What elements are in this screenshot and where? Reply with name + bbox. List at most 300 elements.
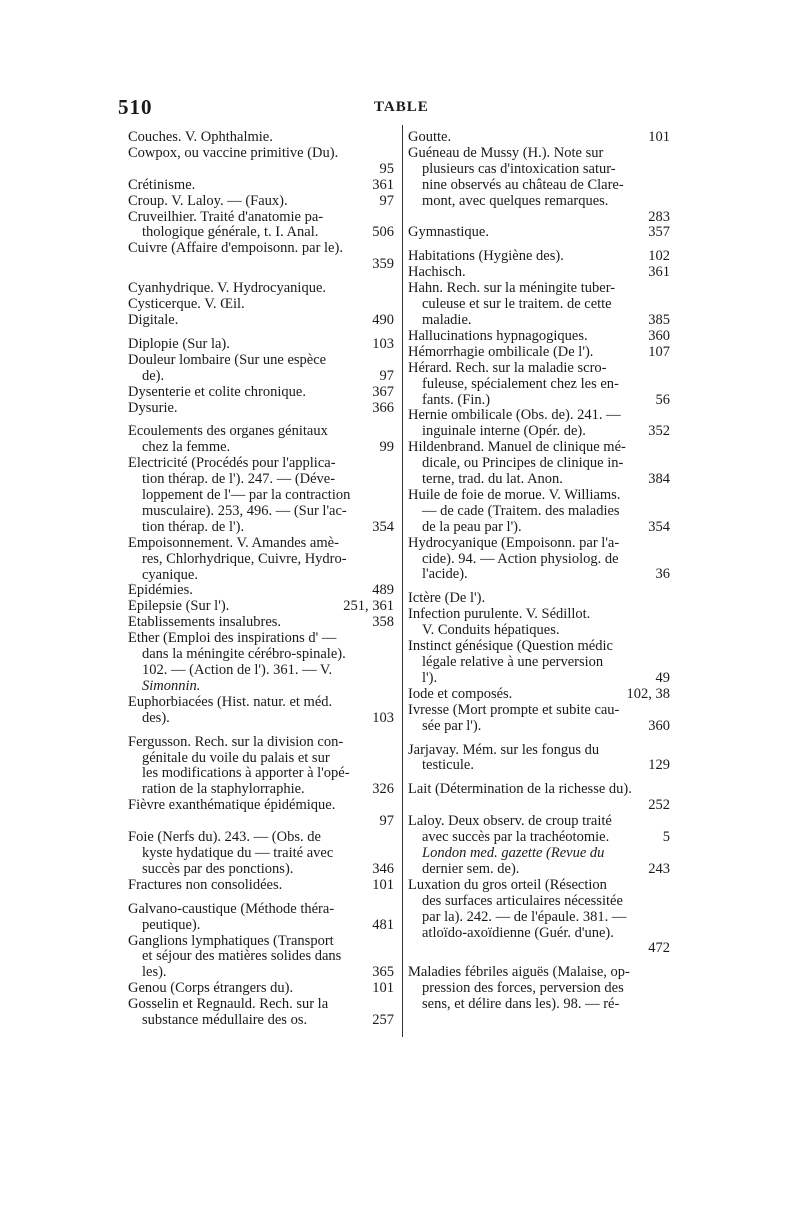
- entry-line: [408, 846, 670, 862]
- index-entry: [408, 591, 670, 607]
- index-entry: [128, 997, 394, 1029]
- entry-text: Douleur lombaire (Sur une espèce: [128, 352, 327, 368]
- entry-text: sée par l').: [422, 718, 482, 734]
- entry-line: [128, 711, 394, 727]
- entry-line: [408, 862, 670, 878]
- entry-line: [128, 297, 394, 313]
- entry-text: Fractures non consolidées.: [128, 877, 283, 893]
- entry-line: [128, 846, 394, 862]
- entry-line: [128, 766, 394, 782]
- entry-text: Éther (Emploi des inspirations d' —: [128, 631, 337, 647]
- entry-line: [128, 631, 394, 647]
- index-entry: [128, 536, 394, 584]
- entry-text: Électricité (Procédés pour l'applica-: [128, 456, 336, 472]
- entry-text: Guéneau de Mussy (H.). Note sur: [408, 145, 604, 161]
- index-entry: [128, 902, 394, 934]
- entry-text: substance médullaire des os.: [142, 1013, 308, 1029]
- index-entry: [128, 798, 394, 830]
- entry-text: Simonnin.: [142, 678, 201, 694]
- page-reference: 101: [648, 130, 670, 145]
- page-reference: 366: [372, 400, 394, 416]
- entry-line: [128, 488, 394, 504]
- entry-line: [128, 735, 394, 751]
- page-reference: 97: [379, 368, 394, 384]
- entry-line: [408, 981, 670, 997]
- entry-line: [128, 663, 394, 679]
- entry-spacer: [408, 774, 670, 782]
- page-reference: 385: [648, 312, 670, 328]
- index-entry: [408, 607, 670, 623]
- entry-line: [408, 687, 670, 703]
- entry-text: des).: [142, 710, 170, 726]
- entry-text: avec succès par la trachéotomie.: [422, 830, 610, 846]
- entry-line: [408, 146, 670, 162]
- entry-line: [128, 520, 394, 536]
- entry-text: Diplopie (Sur la).: [128, 336, 230, 352]
- entry-line: [128, 281, 394, 297]
- entry-line: [128, 830, 394, 846]
- entry-line: [128, 194, 394, 210]
- entry-line: [128, 257, 394, 273]
- index-entry: [408, 743, 670, 775]
- entry-line: [128, 552, 394, 568]
- index-entry: [408, 687, 670, 703]
- index-entry: [128, 631, 394, 695]
- index-entry: [128, 241, 394, 273]
- entry-line: [408, 655, 670, 671]
- entry-line: [408, 782, 670, 798]
- index-entry: [408, 281, 670, 329]
- entry-text: les).: [142, 965, 167, 981]
- column-divider: [402, 125, 403, 1037]
- page-number: 510: [118, 95, 153, 119]
- entry-line: [408, 814, 670, 830]
- entry-line: [128, 369, 394, 385]
- entry-text: Galvano-caustique (Méthode théra-: [128, 901, 335, 917]
- entry-line: [408, 408, 670, 424]
- entry-line: [408, 130, 670, 146]
- entry-text: Huile de foie de morue. V. Williams.: [408, 487, 621, 503]
- page-reference: 56: [655, 392, 670, 408]
- index-entry: [128, 401, 394, 417]
- entry-line: [408, 249, 670, 265]
- entry-text: dans la méningite cérébro-spinale).: [142, 647, 346, 663]
- entry-line: [128, 1013, 394, 1029]
- index-entry: [128, 194, 394, 210]
- entry-text: dernier sem. de).: [422, 861, 520, 877]
- entry-text: atloïdo-axoïdienne (Guér. d'une).: [422, 925, 614, 941]
- entry-text: terne, trad. du lat. Anon.: [422, 472, 563, 488]
- entry-line: [408, 281, 670, 297]
- entry-line: [128, 401, 394, 417]
- entry-line: [408, 440, 670, 456]
- entry-text: Foie (Nerfs du). 243. — (Obs. de: [128, 830, 321, 846]
- entry-line: [128, 997, 394, 1013]
- page-reference: 251, 361: [343, 599, 394, 615]
- entry-line: [408, 941, 670, 957]
- entry-text: Établissements insalubres.: [128, 615, 282, 631]
- index-entry: [128, 146, 394, 178]
- entry-text: légale relative à une perversion: [422, 655, 604, 670]
- entry-line: [128, 424, 394, 440]
- entry-text: de la peau par l').: [422, 519, 522, 535]
- entry-line: [408, 536, 670, 552]
- entry-line: [128, 949, 394, 965]
- entry-text: Goutte.: [408, 130, 452, 145]
- index-entry: [128, 313, 394, 329]
- entry-text: l'acide).: [422, 567, 468, 583]
- entry-text: Ictère (De l').: [408, 591, 486, 607]
- entry-line: [128, 679, 394, 695]
- entry-line: [408, 878, 670, 894]
- index-entry: [128, 337, 394, 353]
- entry-line: [128, 313, 394, 329]
- entry-line: [408, 178, 670, 194]
- entry-line: [408, 504, 670, 520]
- entry-line: [408, 313, 670, 329]
- entry-line: [128, 440, 394, 456]
- page-reference: 102: [648, 249, 670, 265]
- index-entry: [408, 345, 670, 361]
- index-entry: [128, 385, 394, 401]
- entry-spacer: [408, 735, 670, 743]
- entry-text: Écoulements des organes génitaux: [128, 424, 328, 440]
- entry-text: Instinct génésique (Question médic: [408, 639, 613, 655]
- entry-line: [128, 385, 394, 401]
- entry-text: Hildenbrand. Manuel de clinique mé-: [408, 440, 626, 456]
- entry-text: Épidémies.: [128, 583, 193, 599]
- index-entry: [408, 361, 670, 409]
- entry-text: London med. gazette (Revue du: [422, 845, 605, 861]
- index-entry: [408, 130, 670, 146]
- page-reference: 257: [372, 1013, 394, 1029]
- entry-line: [128, 918, 394, 934]
- entry-spacer: [408, 583, 670, 591]
- entry-text: cyanique.: [142, 567, 198, 583]
- index-column-right: [408, 130, 670, 1013]
- entry-line: [128, 210, 394, 226]
- index-entry: [408, 488, 670, 536]
- index-entry: [408, 814, 670, 878]
- page-reference: 506: [372, 225, 394, 241]
- entry-text: Gymnastique.: [408, 225, 489, 241]
- entry-text: V. Conduits hépatiques.: [422, 623, 560, 639]
- index-entry: [128, 830, 394, 878]
- entry-line: [408, 424, 670, 440]
- entry-line: [408, 623, 670, 639]
- page-header: [118, 95, 686, 121]
- entry-text: kyste hydatique du — traité avec: [142, 845, 334, 861]
- entry-line: [408, 472, 670, 488]
- entry-line: [128, 902, 394, 918]
- index-entry: [408, 265, 670, 281]
- entry-text: Gosselin et Regnauld. Rech. sur la: [128, 997, 329, 1013]
- entry-text: Digitale.: [128, 312, 179, 328]
- entry-text: maladie.: [422, 312, 472, 328]
- page-reference: 361: [648, 265, 670, 281]
- entry-text: génitale du voile du palais et sur: [142, 750, 330, 766]
- index-entry: [408, 878, 670, 958]
- entry-line: [408, 520, 670, 536]
- entry-text: Hérard. Rech. sur la maladie scro-: [408, 360, 607, 376]
- page-reference: 49: [655, 670, 670, 686]
- index-entry: [408, 146, 670, 226]
- entry-text: Empoisonnement. V. Amandes amè-: [128, 535, 339, 551]
- entry-line: [408, 758, 670, 774]
- entry-line: [408, 552, 670, 568]
- entry-text: sens, et délire dans les). 98. — ré-: [422, 997, 620, 1013]
- entry-line: [408, 456, 670, 472]
- page-reference: 360: [648, 328, 670, 344]
- entry-line: [408, 361, 670, 377]
- entry-text: Cuivre (Affaire d'empoisonn. par le).: [128, 241, 343, 257]
- entry-line: [408, 997, 670, 1013]
- entry-spacer: [128, 727, 394, 735]
- index-entry: [128, 981, 394, 997]
- entry-text: Épilepsie (Sur l').: [128, 599, 230, 615]
- entry-text: fants. (Fin.): [422, 392, 491, 408]
- entry-text: Genou (Corps étrangers du).: [128, 981, 294, 997]
- entry-text: 359: [372, 257, 394, 273]
- entry-line: [128, 456, 394, 472]
- entry-line: [128, 472, 394, 488]
- page-reference: 361: [372, 177, 394, 193]
- entry-text: Hémorrhagie ombilicale (De l').: [408, 344, 594, 360]
- entry-line: [128, 798, 394, 814]
- entry-text: Fièvre exanthématique épidémique.: [128, 798, 336, 814]
- entry-line: [408, 567, 670, 583]
- entry-text: mont, avec quelques remarques.: [422, 193, 609, 209]
- entry-text: testicule.: [422, 758, 474, 774]
- page-reference: 490: [372, 312, 394, 328]
- entry-text: musculaire). 253, 496. — (Sur l'ac-: [142, 503, 347, 519]
- entry-line: [408, 488, 670, 504]
- page-reference: 354: [372, 519, 394, 535]
- entry-text: tion thérap. de l').: [142, 519, 245, 535]
- index-entry: [408, 703, 670, 735]
- index-entry: [128, 353, 394, 385]
- index-column-left: [128, 130, 394, 1029]
- entry-line: [408, 297, 670, 313]
- entry-line: [128, 965, 394, 981]
- page-reference: 243: [648, 861, 670, 877]
- entry-line: [128, 615, 394, 631]
- entry-text: dicale, ou Principes de clinique in-: [422, 456, 624, 472]
- index-entry: [128, 456, 394, 536]
- entry-line: [408, 910, 670, 926]
- entry-text: — de cade (Traitem. des maladies: [422, 503, 620, 519]
- index-entry: [128, 281, 394, 297]
- index-entry: [408, 408, 670, 440]
- page-reference: 102, 38: [626, 686, 670, 702]
- entry-text: Jarjavay. Mém. sur les fongus du: [408, 742, 600, 758]
- entry-text: Laloy. Deux observ. de croup traité: [408, 814, 612, 830]
- entry-line: [128, 695, 394, 711]
- entry-text: loppement de l'— par la contraction: [142, 488, 351, 504]
- entry-text: ration de la staphylorraphie.: [142, 782, 305, 798]
- index-entry: [408, 225, 670, 241]
- entry-text: Crétinisme.: [128, 177, 196, 193]
- entry-text: Euphorbiacées (Hist. natur. et méd.: [128, 694, 333, 710]
- entry-text: Luxation du gros orteil (Résection: [408, 877, 607, 893]
- entry-line: [408, 210, 670, 226]
- entry-line: [408, 225, 670, 241]
- index-entry: [128, 695, 394, 727]
- index-entry: [128, 178, 394, 194]
- entry-line: [128, 504, 394, 520]
- entry-text: pression des forces, perversion des: [422, 981, 624, 997]
- page-reference: 101: [372, 877, 394, 893]
- entry-line: [128, 241, 394, 257]
- entry-line: [408, 265, 670, 281]
- entry-line: [408, 377, 670, 393]
- entry-line: [408, 607, 670, 623]
- entry-line: [128, 599, 394, 615]
- page-reference: 352: [648, 424, 670, 440]
- entry-line: [128, 862, 394, 878]
- page-reference: 36: [655, 567, 670, 583]
- index-entry: [408, 440, 670, 488]
- entry-text: Habitations (Hygiène des).: [408, 249, 564, 265]
- entry-text: Couches. V. Ophthalmie.: [128, 130, 273, 145]
- entry-spacer: [128, 416, 394, 424]
- entry-spacer: [128, 329, 394, 337]
- entry-text: res, Chlorhydrique, Cuivre, Hydro-: [142, 551, 347, 567]
- entry-line: [128, 353, 394, 369]
- page-reference: 5: [662, 830, 670, 846]
- index-entry: [128, 583, 394, 599]
- entry-spacer: [408, 957, 670, 965]
- page-reference: 107: [648, 344, 670, 360]
- page-reference: 99: [379, 440, 394, 456]
- entry-text: Hachisch.: [408, 265, 466, 281]
- entry-text: succès par des ponctions).: [142, 861, 294, 877]
- index-entry: [408, 965, 670, 1013]
- index-entry: [408, 536, 670, 584]
- index-entry: [128, 934, 394, 982]
- entry-line: [128, 146, 394, 162]
- entry-text: Hallucinations hypnagogiques.: [408, 328, 588, 344]
- entry-text: Infection purulente. V. Sédillot.: [408, 607, 591, 623]
- index-entry: [128, 210, 394, 242]
- page-reference: 97: [379, 193, 394, 209]
- entry-text: Dysenterie et colite chronique.: [128, 384, 306, 400]
- entry-text: l').: [422, 670, 438, 686]
- page-reference: 384: [648, 472, 670, 488]
- index-entry: [408, 329, 670, 345]
- page-reference: 357: [648, 225, 670, 241]
- entry-line: [128, 225, 394, 241]
- entry-line: [128, 878, 394, 894]
- entry-text: Cruveilhier. Traité d'anatomie pa-: [128, 209, 324, 225]
- entry-line: [128, 751, 394, 767]
- index-entry: [408, 639, 670, 687]
- entry-line: [128, 162, 394, 178]
- entry-text: culeuse et sur le traitem. de cette: [422, 297, 612, 313]
- entry-text: Dysurie.: [128, 400, 178, 416]
- entry-text: 97: [379, 814, 394, 830]
- entry-line: [408, 894, 670, 910]
- page-reference: 367: [372, 384, 394, 400]
- entry-text: cide). 94. — Action physiolog. de: [422, 551, 619, 567]
- entry-line: [408, 162, 670, 178]
- page-reference: 103: [372, 336, 394, 352]
- entry-line: [128, 647, 394, 663]
- entry-text: et séjour des matières solides dans: [142, 949, 342, 965]
- entry-text: 102. — (Action de l'). 361. — V.: [142, 663, 333, 678]
- entry-text: inguinale interne (Opér. de).: [422, 424, 586, 440]
- entry-text: Hernie ombilicale (Obs. de). 241. —: [408, 408, 621, 424]
- entry-text: des surfaces articulaires nécessitée: [422, 893, 623, 909]
- index-entry: [128, 615, 394, 631]
- page-reference: 326: [372, 782, 394, 798]
- entry-text: Cyanhydrique. V. Hydrocyanique.: [128, 281, 327, 297]
- entry-line: [408, 194, 670, 210]
- entry-text: Ganglions lymphatiques (Transport: [128, 933, 334, 949]
- entry-line: [408, 345, 670, 361]
- entry-text: chez la femme.: [142, 440, 231, 456]
- entry-spacer: [128, 894, 394, 902]
- entry-text: plusieurs cas d'intoxication satur-: [422, 161, 616, 177]
- page-reference: 489: [372, 583, 394, 599]
- index-entry: [408, 782, 670, 814]
- entry-text: Hydrocyanique (Empoisonn. par l'a-: [408, 535, 620, 551]
- index-entry: [128, 130, 394, 146]
- entry-line: [128, 583, 394, 599]
- entry-line: [128, 814, 394, 830]
- entry-text: 252: [648, 798, 670, 814]
- entry-text: fuleuse, spécialement chez les en-: [422, 376, 619, 392]
- entry-line: [128, 337, 394, 353]
- entry-line: [408, 591, 670, 607]
- entry-line: [128, 536, 394, 552]
- entry-text: Cowpox, ou vaccine primitive (Du).: [128, 145, 339, 161]
- entry-line: [408, 393, 670, 409]
- entry-line: [408, 719, 670, 735]
- entry-line: [408, 926, 670, 942]
- index-entry: [128, 424, 394, 456]
- entry-line: [408, 830, 670, 846]
- index-entry: [408, 623, 670, 639]
- index-entry: [128, 297, 394, 313]
- entry-line: [408, 639, 670, 655]
- page-reference: 365: [372, 965, 394, 981]
- entry-line: [408, 798, 670, 814]
- entry-text: Croup. V. Laloy. — (Faux).: [128, 193, 288, 209]
- entry-line: [128, 934, 394, 950]
- entry-line: [408, 703, 670, 719]
- page-reference: 103: [372, 710, 394, 726]
- entry-text: tion thérap. de l'). 247. — (Déve-: [142, 472, 336, 488]
- entry-text: 283: [648, 209, 670, 225]
- index-entry: [128, 735, 394, 799]
- entry-text: Ivresse (Mort prompte et subite cau-: [408, 702, 620, 718]
- index-entry: [128, 878, 394, 894]
- entry-text: 95: [379, 161, 394, 177]
- index-entry: [408, 249, 670, 265]
- entry-text: Lait (Détermination de la richesse du).: [408, 782, 632, 798]
- page-reference: 481: [372, 917, 394, 933]
- page-reference: 101: [372, 981, 394, 997]
- entry-text: par la). 242. — de l'épaule. 381. —: [422, 909, 627, 925]
- entry-text: Fergusson. Rech. sur la division con-: [128, 734, 344, 750]
- entry-line: [128, 782, 394, 798]
- page-reference: 358: [372, 615, 394, 631]
- page-reference: 354: [648, 519, 670, 535]
- entry-spacer: [128, 273, 394, 281]
- entry-line: [408, 965, 670, 981]
- entry-line: [408, 671, 670, 687]
